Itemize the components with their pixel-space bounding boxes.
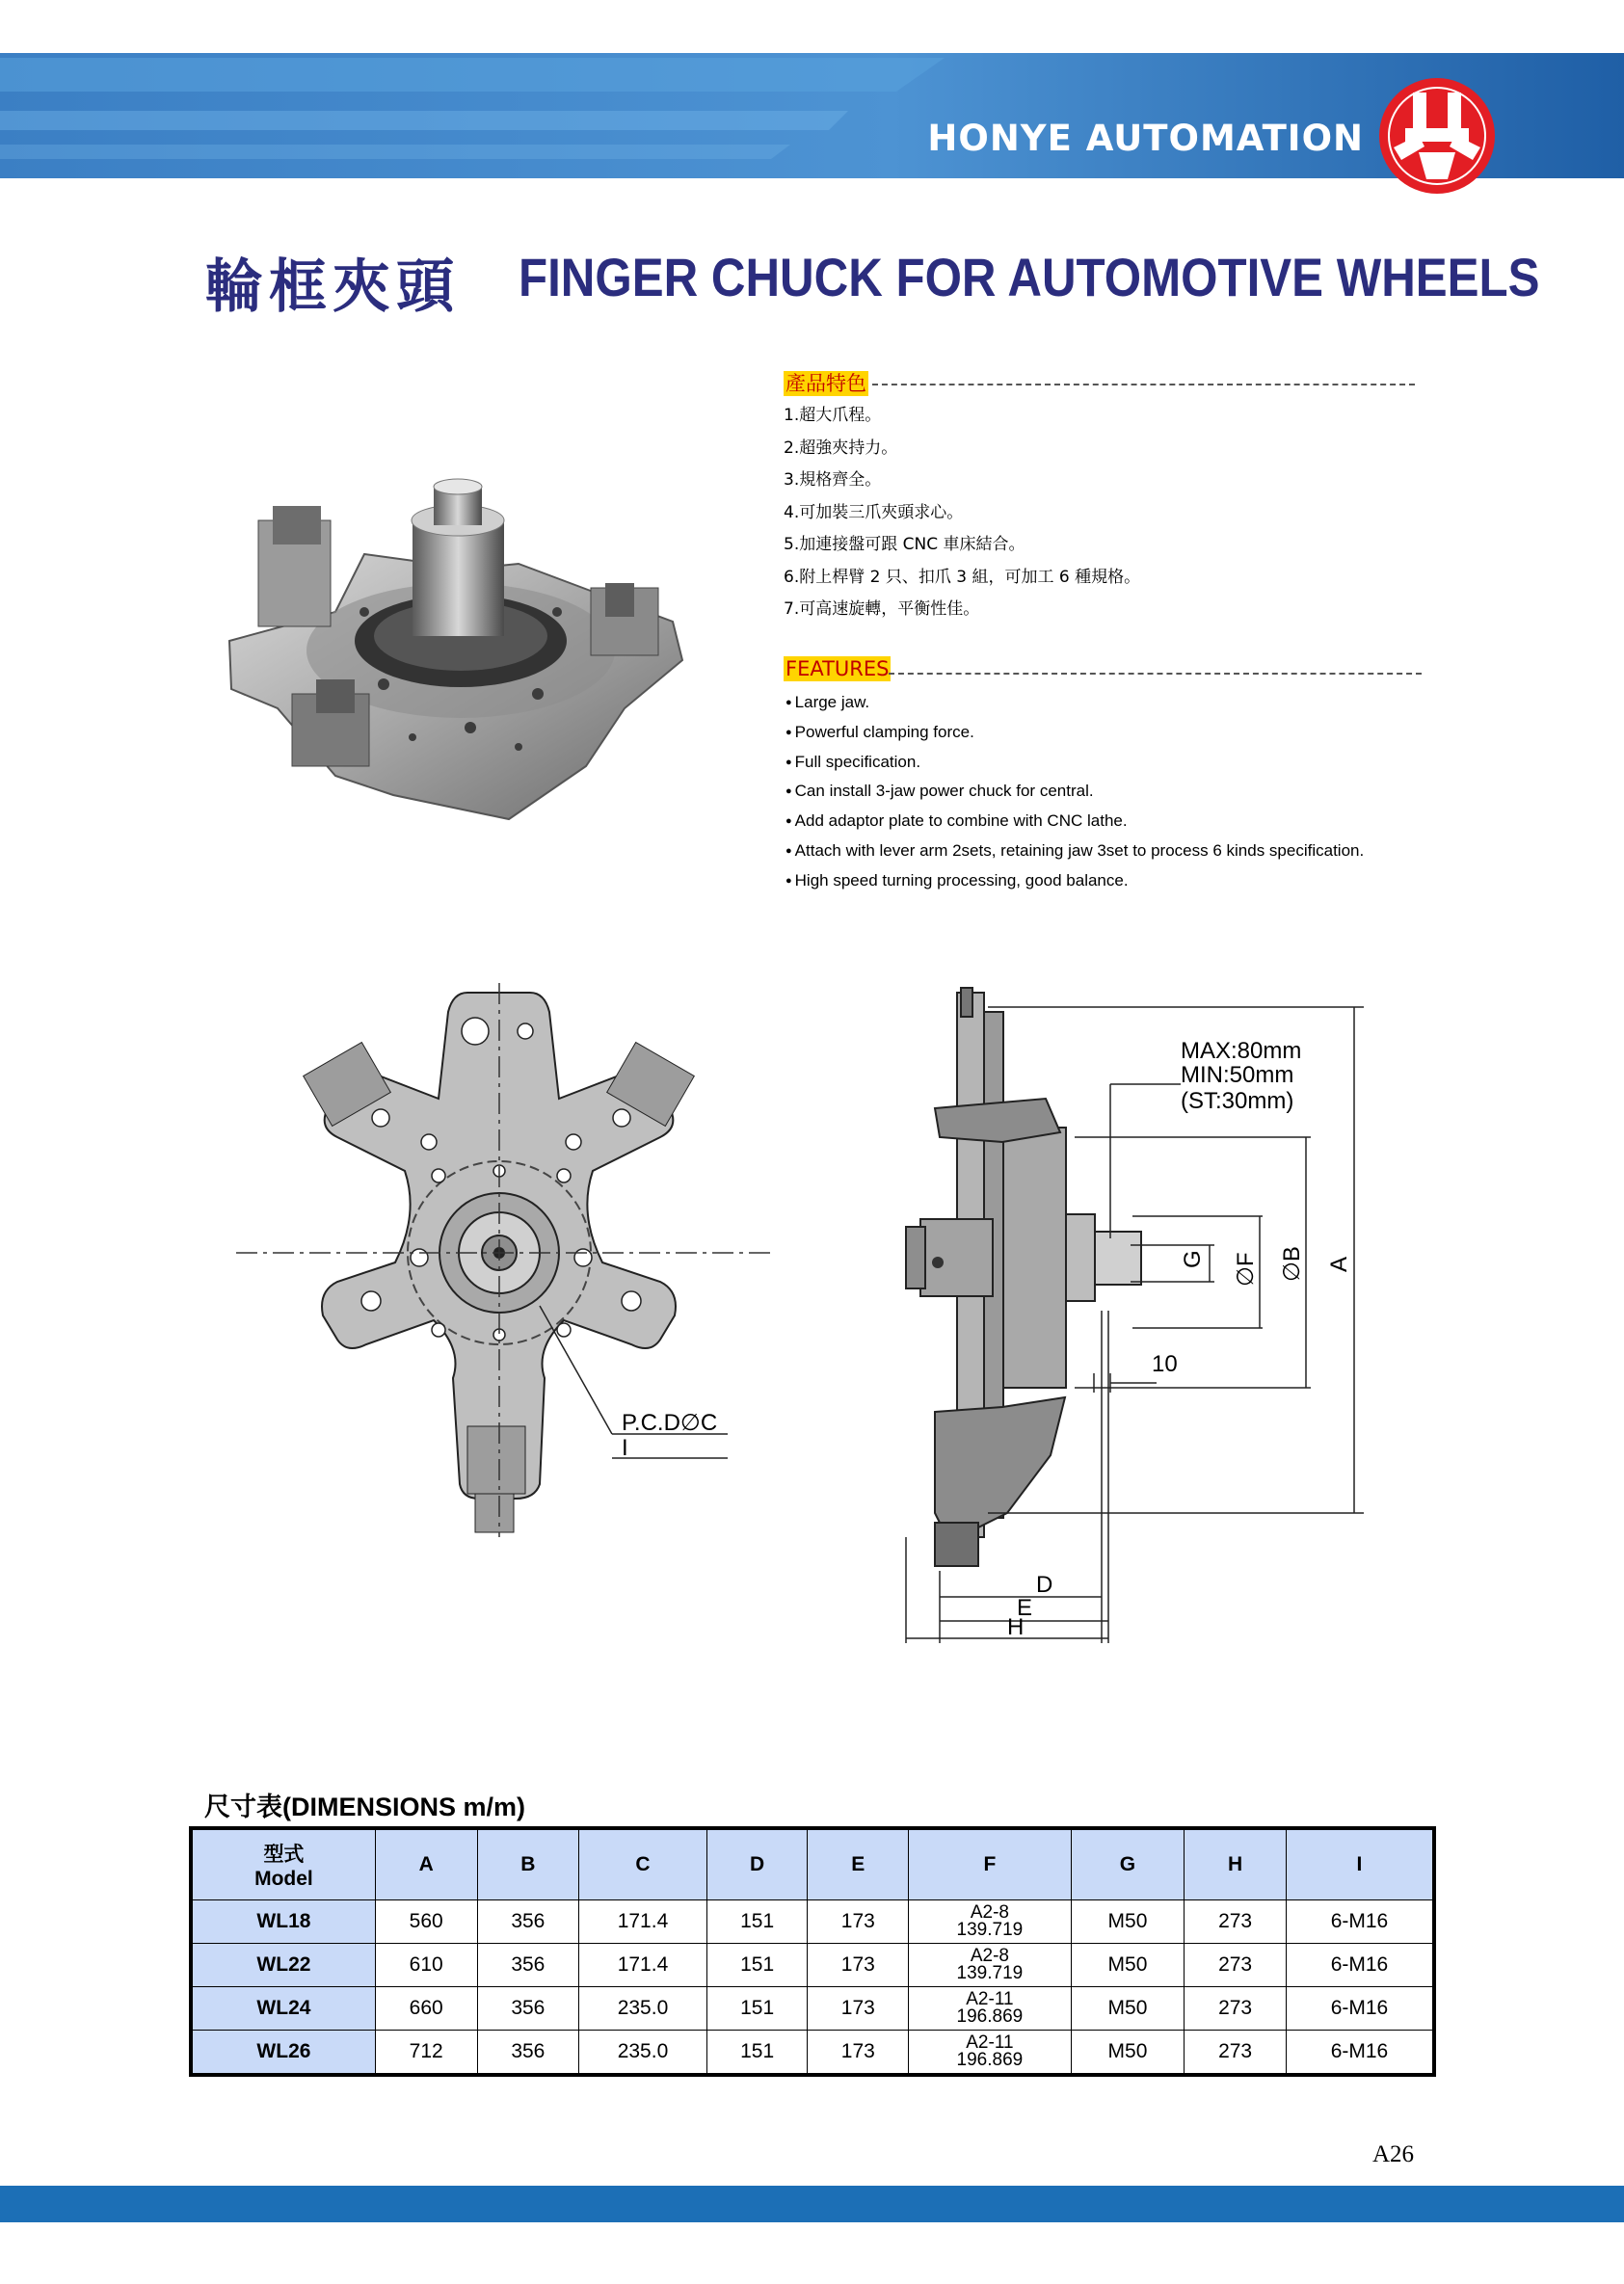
front-view-drawing [226, 973, 785, 1552]
list-item: 2.超強夾持力。 [784, 438, 898, 458]
product-photo [220, 477, 721, 834]
list-item [785, 778, 1441, 808]
table-row [191, 2031, 1434, 2076]
table-cell: 151 [706, 2031, 808, 2076]
bullet-icon: ● [785, 874, 792, 887]
table-cell: 171.4 [579, 1944, 707, 1987]
column-header: H [1185, 1828, 1287, 1900]
table-row [191, 1900, 1434, 1944]
table-row [191, 1944, 1434, 1987]
table-row [191, 1987, 1434, 2031]
table-cell: 610 [375, 1944, 477, 1987]
f-diameter: 196.869 [956, 2050, 1024, 2070]
table-cell: 273 [1185, 1987, 1287, 2031]
table-cell: 6-M16 [1286, 1944, 1434, 1987]
features-en-heading-wrap [784, 657, 891, 680]
column-header: D [706, 1828, 808, 1900]
table-cell: 560 [375, 1900, 477, 1944]
list-item: 7.可高速旋轉，平衡性佳。 [784, 599, 980, 619]
column-header: B [477, 1828, 579, 1900]
table-cell: 171.4 [579, 1900, 707, 1944]
bullet-icon: ● [785, 697, 792, 708]
f-spindle: A2-8 [970, 1946, 1009, 1966]
table-cell: 273 [1185, 1944, 1287, 1987]
dim-10-label: 10 [1152, 1351, 1178, 1377]
table-cell: 235.0 [579, 2031, 707, 2076]
stroke-min: MIN:50mm [1181, 1062, 1294, 1088]
table-cell: 6-M16 [1286, 2031, 1434, 2076]
table-cell-f [909, 1944, 1072, 1987]
dim-b-label: ∅B [1279, 1246, 1305, 1282]
stroke-st: (ST:30mm) [1181, 1088, 1294, 1114]
title-english: FINGER CHUCK FOR AUTOMOTIVE WHEELS [519, 247, 1540, 307]
dimensions-title [204, 1786, 525, 1823]
table-cell: 235.0 [579, 1987, 707, 2031]
i-label: I [622, 1435, 628, 1461]
table-cell: 356 [477, 1900, 579, 1944]
table-cell: 356 [477, 1944, 579, 1987]
table-cell: 151 [706, 1944, 808, 1987]
table-cell-f [909, 1987, 1072, 2031]
list-item [785, 808, 1441, 837]
table-cell: 173 [808, 1944, 909, 1987]
list-item [785, 719, 1441, 749]
features-zh-heading-wrap [784, 368, 868, 397]
table-cell: M50 [1071, 1900, 1185, 1944]
features-zh-divider [872, 384, 1415, 385]
table-cell: 151 [706, 1987, 808, 2031]
list-item: 1.超大爪程。 [784, 406, 882, 425]
dim-g-label: G [1180, 1250, 1206, 1268]
bullet-icon: ● [785, 844, 792, 857]
list-item-text: Large jaw. [794, 693, 870, 711]
features-en-heading: FEATURES [785, 657, 890, 680]
model-header-en: Model [254, 1868, 313, 1890]
footer-band [0, 2186, 1624, 2222]
dimensions-table [189, 1826, 1436, 2077]
features-zh-list [784, 400, 1420, 626]
column-header: C [579, 1828, 707, 1900]
table-header-row [191, 1828, 1434, 1900]
list-item: 3.規格齊全。 [784, 470, 882, 490]
table-cell-f [909, 1900, 1072, 1944]
bullet-icon: ● [785, 785, 792, 798]
list-item [785, 867, 1441, 897]
f-diameter: 139.719 [956, 1963, 1024, 1983]
table-cell: 712 [375, 2031, 477, 2076]
model-cell: WL26 [191, 2031, 375, 2076]
brand-name: HONYE AUTOMATION [927, 118, 1364, 159]
column-header: G [1071, 1828, 1185, 1900]
dimensions-title-en: (DIMENSIONS m/m) [282, 1793, 526, 1821]
f-spindle: A2-8 [970, 1902, 1009, 1923]
table-cell: 6-M16 [1286, 1900, 1434, 1944]
list-item: 5.加連接盤可跟 CNC 車床結合。 [784, 535, 1025, 554]
list-item-text: Attach with lever arm 2sets, retaining jaw 3set to process 6 kinds specification. [794, 840, 1365, 860]
side-view-drawing [882, 973, 1383, 1648]
f-diameter: 196.869 [956, 2006, 1024, 2027]
table-cell: 6-M16 [1286, 1987, 1434, 2031]
features-en-divider [889, 673, 1422, 675]
f-spindle: A2-11 [966, 2032, 1014, 2053]
title-chinese: 輪框夾頭 [205, 253, 460, 321]
column-header-model [191, 1828, 375, 1900]
table-cell: M50 [1071, 1944, 1185, 1987]
table-cell: 173 [808, 1987, 909, 2031]
table-cell: 273 [1185, 1900, 1287, 1944]
bullet-icon: ● [785, 756, 792, 768]
list-item [785, 749, 1441, 779]
dim-d-label: D [1036, 1572, 1053, 1598]
table-cell: M50 [1071, 2031, 1185, 2076]
list-item-text: Powerful clamping force. [794, 722, 974, 741]
table-cell: M50 [1071, 1987, 1185, 2031]
list-item-text: Can install 3-jaw power chuck for central. [794, 782, 1094, 801]
f-spindle: A2-11 [966, 1989, 1014, 2009]
dim-e-label: E [1017, 1595, 1033, 1621]
column-header: E [808, 1828, 909, 1900]
page-number: A26 [1372, 2141, 1415, 2167]
features-en-list [785, 689, 1441, 897]
features-zh-heading: 產品特色 [785, 372, 866, 395]
column-header: A [375, 1828, 477, 1900]
table-cell: 173 [808, 1900, 909, 1944]
table-cell: 151 [706, 1900, 808, 1944]
table-cell: 660 [375, 1987, 477, 2031]
model-cell: WL22 [191, 1944, 375, 1987]
list-item-text: Full specification. [794, 752, 921, 771]
list-item [785, 689, 1441, 719]
bullet-icon: ● [785, 815, 792, 828]
column-header: F [909, 1828, 1072, 1900]
bullet-icon: ● [785, 726, 792, 738]
dim-a-label: A [1326, 1256, 1352, 1272]
table-cell: 173 [808, 2031, 909, 2076]
dim-f-label: ∅F [1233, 1252, 1259, 1287]
model-cell: WL24 [191, 1987, 375, 2031]
table-cell: 273 [1185, 2031, 1287, 2076]
list-item-text: High speed turning processing, good balance. [794, 870, 1129, 890]
list-item [785, 837, 1441, 867]
model-cell: WL18 [191, 1900, 375, 1944]
list-item-text: Add adaptor plate to combine with CNC lathe. [794, 811, 1128, 831]
table-cell: 356 [477, 1987, 579, 2031]
list-item: 4.可加裝三爪夾頭求心。 [784, 502, 964, 522]
list-item: 6.附上桿臂 2 只、扣爪 3 組，可加工 6 種規格。 [784, 567, 1141, 587]
model-header-zh: 型式 [263, 1843, 305, 1866]
column-header: I [1286, 1828, 1434, 1900]
honye-logo-icon [1376, 75, 1498, 197]
stroke-max: MAX:80mm [1181, 1038, 1302, 1064]
dim-h-label: H [1007, 1614, 1025, 1640]
dimensions-title-zh: 尺寸表 [204, 1793, 282, 1822]
table-cell-f [909, 2031, 1072, 2076]
pcd-label: P.C.D∅C [622, 1410, 718, 1436]
table-cell: 356 [477, 2031, 579, 2076]
f-diameter: 139.719 [956, 1920, 1024, 1940]
